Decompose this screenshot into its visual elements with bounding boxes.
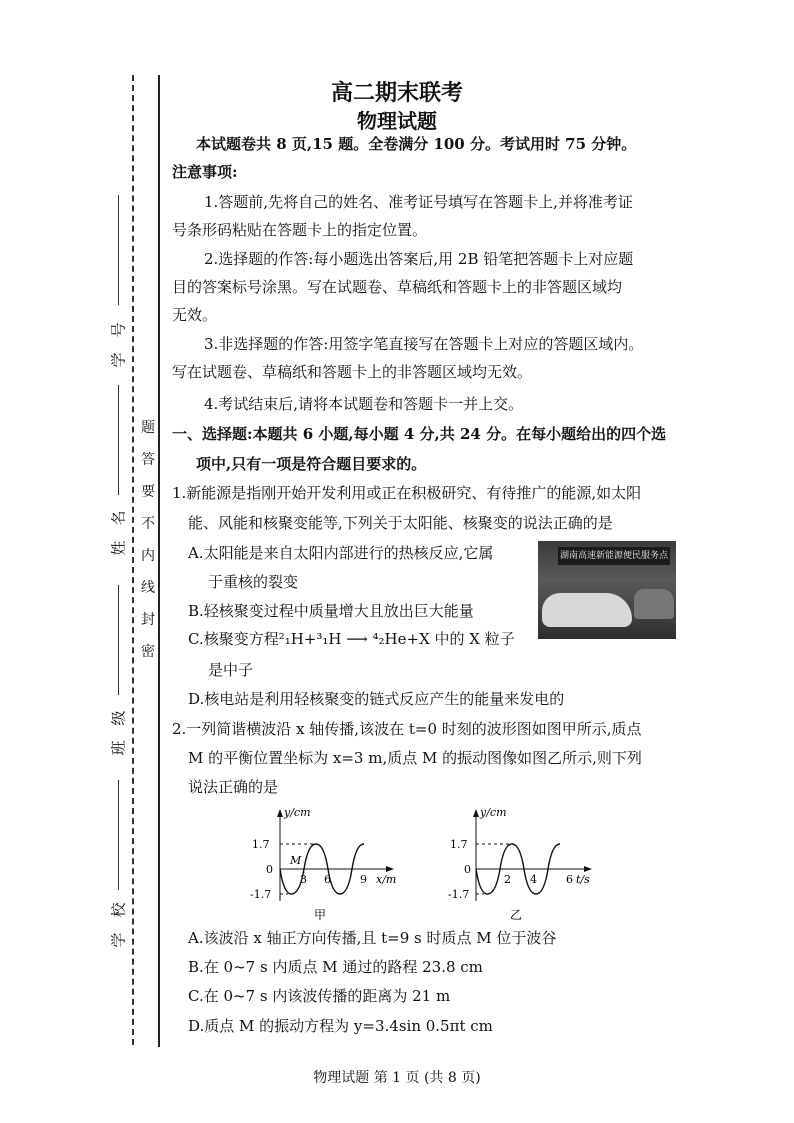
q1-option-a-cont: 于重核的裂变	[208, 573, 299, 591]
graph-b-tick-6: 6	[566, 873, 573, 886]
q2-option-c: C.在 0~7 s 内该波传播的距离为 21 m	[188, 987, 451, 1005]
page-title: 高二期末联考	[330, 80, 463, 106]
note-line: 号条形码粘贴在答题卡上的指定位置。	[172, 221, 428, 239]
warning-char: 密	[141, 644, 155, 660]
note-line: 目的答案标号涂黑。写在试题卷、草稿纸和答题卡上的非答题区域均	[172, 278, 623, 296]
graph-a-tick-6: 6	[324, 873, 331, 886]
q1-option-c-cont: 是中子	[208, 661, 254, 679]
photo-car	[542, 593, 632, 627]
q1-stem: 1.新能源是指刚开始开发利用或正在积极研究、有待推广的能源,如太阳	[172, 484, 642, 502]
note-line: 4.考试结束后,请将本试题卷和答题卡一并上交。	[204, 395, 524, 413]
graph-a-ytop: 1.7	[252, 838, 270, 851]
q1-option-c: C.核聚变方程²₁H+³₁H ⟶ ⁴₂He+X 中的 X 粒子	[188, 630, 515, 648]
graph-a-point-m: M	[290, 854, 302, 867]
binding-warning	[138, 412, 158, 668]
graph-a-ybottom: -1.7	[250, 888, 272, 901]
photo-car-background	[634, 589, 674, 619]
graph-b-ybottom: -1.7	[448, 888, 470, 901]
q2-stem-cont: M 的平衡位置坐标为 x=3 m,质点 M 的振动图像如图乙所示,则下列	[188, 749, 642, 767]
page-footer: 物理试题 第 1 页 (共 8 页)	[313, 1070, 481, 1086]
graph-a-xlabel: x/m	[376, 873, 397, 886]
note-line: 3.非选择题的作答:用签字笔直接写在答题卡上对应的答题区域内。	[204, 335, 644, 353]
q2-option-b: B.在 0~7 s 内质点 M 通过的路程 23.8 cm	[188, 958, 483, 976]
field-school-line	[118, 780, 120, 890]
warning-char: 要	[141, 484, 155, 500]
graph-b-xlabel: t/s	[576, 873, 590, 886]
field-name-line	[118, 385, 120, 495]
graph-a-caption: 甲	[314, 908, 327, 922]
binding-line-left	[158, 75, 160, 1047]
field-school-label: 学 校	[109, 902, 128, 948]
q2-stem: 2.一列简谐横波沿 x 轴传播,该波在 t=0 时刻的波形图如图甲所示,质点	[172, 720, 642, 738]
photo-sign: 湖南高速新能源便民服务点	[558, 547, 670, 565]
q1-option-b: B.轻核聚变过程中质量增大且放出巨大能量	[188, 602, 474, 620]
exam-intro: 本试题卷共 8 页,15 题。全卷满分 100 分。考试用时 75 分钟。	[196, 135, 637, 153]
notes-heading: 注意事项:	[172, 163, 238, 181]
binding-dashed-line	[132, 75, 134, 1045]
graph-b-yzero: 0	[464, 863, 471, 876]
page-subtitle: 物理试题	[357, 109, 437, 133]
warning-char: 封	[141, 612, 155, 628]
q1-option-a: A.太阳能是来自太阳内部进行的热核反应,它属	[188, 544, 494, 562]
graph-b-ylabel: y/cm	[480, 806, 507, 819]
field-class-label: 班 级	[109, 710, 128, 756]
warning-char: 线	[141, 580, 155, 596]
graph-a-yzero: 0	[266, 863, 273, 876]
section1-heading-cont: 项中,只有一项是符合题目要求的。	[196, 455, 427, 473]
wave-graph-b	[442, 803, 612, 923]
note-line: 写在试题卷、草稿纸和答题卡上的非答题区域均无效。	[172, 363, 533, 381]
q2-stem-cont2: 说法正确的是	[188, 778, 279, 796]
graph-b-caption: 乙	[510, 908, 523, 922]
q2-option-a: A.该波沿 x 轴正方向传播,且 t=9 s 时质点 M 位于波谷	[188, 929, 557, 947]
graph-b-tick-4: 4	[530, 873, 537, 886]
q1-stem-cont: 能、风能和核聚变能等,下列关于太阳能、核聚变的说法正确的是	[188, 514, 613, 532]
warning-char: 题	[141, 420, 155, 436]
warning-char: 答	[141, 452, 155, 468]
charging-station-photo	[538, 541, 676, 639]
graph-a-tick-3: 3	[300, 873, 307, 886]
graph-b-tick-2: 2	[504, 873, 511, 886]
note-line: 2.选择题的作答:每小题选出答案后,用 2B 铅笔把答题卡上对应题	[204, 250, 634, 268]
note-line: 1.答题前,先将自己的姓名、准考证号填写在答题卡上,并将准考证	[204, 193, 633, 211]
note-line: 无效。	[172, 306, 218, 324]
warning-char: 内	[141, 548, 155, 564]
q1-option-d: D.核电站是利用轻核聚变的链式反应产生的能量来发电的	[188, 690, 565, 708]
graph-a-tick-9: 9	[360, 873, 367, 886]
field-name-label: 姓 名	[109, 510, 128, 556]
graph-b-ytop: 1.7	[450, 838, 468, 851]
field-student-id-label: 学 号	[109, 322, 128, 368]
wave-graph-a	[238, 803, 408, 923]
warning-char: 不	[141, 516, 155, 532]
q2-option-d: D.质点 M 的振动方程为 y=3.4sin 0.5πt cm	[188, 1017, 493, 1035]
field-student-id-line	[118, 195, 120, 305]
section1-heading: 一、选择题:本题共 6 小题,每小题 4 分,共 24 分。在每小题给出的四个选	[172, 425, 667, 443]
field-class-line	[118, 585, 120, 695]
graph-a-ylabel: y/cm	[284, 806, 311, 819]
